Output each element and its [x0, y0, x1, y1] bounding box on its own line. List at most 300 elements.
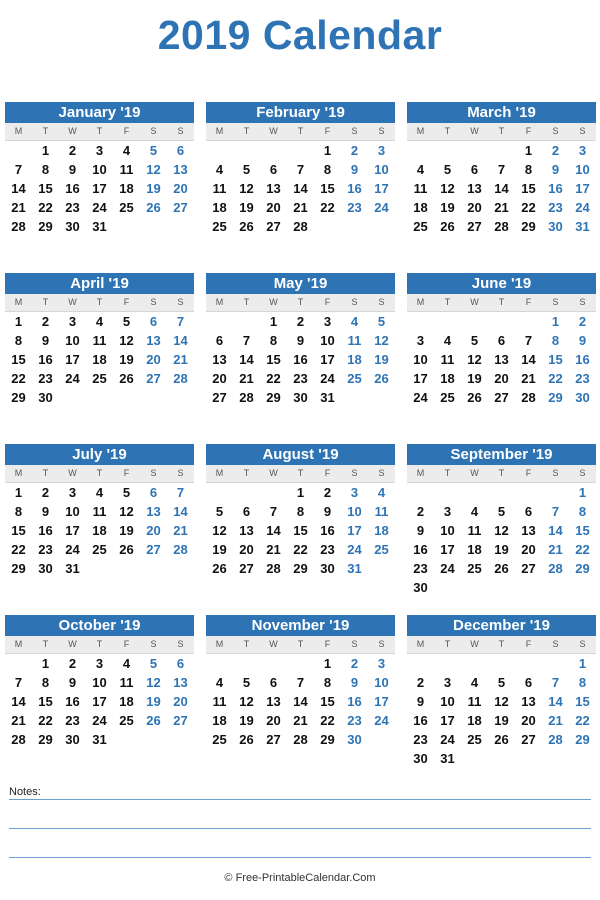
day-cell[interactable]: 21	[173, 352, 188, 367]
day-cell[interactable]: 24	[374, 713, 389, 728]
day-cell[interactable]: 30	[575, 390, 590, 405]
day-cell[interactable]: 9	[41, 333, 50, 348]
day-cell[interactable]: 24	[65, 542, 80, 557]
day-cell[interactable]: 16	[320, 523, 335, 538]
day-cell[interactable]: 16	[413, 713, 428, 728]
day-cell[interactable]: 8	[578, 504, 587, 519]
day-cell[interactable]: 8	[323, 162, 332, 177]
day-cell[interactable]: 13	[239, 523, 254, 538]
day-cell[interactable]: 4	[416, 162, 425, 177]
day-cell[interactable]: 7	[269, 504, 278, 519]
day-cell[interactable]: 20	[266, 713, 281, 728]
day-cell[interactable]: 30	[38, 561, 53, 576]
day-cell[interactable]: 21	[266, 542, 281, 557]
day-cell[interactable]: 12	[374, 333, 389, 348]
day-cell[interactable]: 18	[440, 371, 455, 386]
day-cell[interactable]: 23	[413, 561, 428, 576]
day-cell[interactable]: 17	[575, 181, 590, 196]
day-cell[interactable]: 10	[413, 352, 428, 367]
day-cell[interactable]: 21	[293, 200, 308, 215]
day-cell[interactable]: 14	[293, 694, 308, 709]
day-cell[interactable]: 14	[548, 694, 563, 709]
day-cell[interactable]: 24	[413, 390, 428, 405]
day-cell[interactable]: 10	[92, 162, 107, 177]
day-cell[interactable]: 19	[374, 352, 389, 367]
day-cell[interactable]: 28	[11, 732, 26, 747]
day-cell[interactable]: 25	[467, 561, 482, 576]
day-cell[interactable]: 29	[11, 561, 26, 576]
day-cell[interactable]: 6	[497, 333, 506, 348]
day-cell[interactable]: 28	[548, 561, 563, 576]
day-cell[interactable]: 24	[374, 200, 389, 215]
day-cell[interactable]: 17	[440, 713, 455, 728]
day-cell[interactable]: 22	[548, 371, 563, 386]
day-cell[interactable]: 19	[440, 200, 455, 215]
day-cell[interactable]: 18	[119, 181, 134, 196]
day-cell[interactable]: 16	[548, 181, 563, 196]
day-cell[interactable]: 23	[347, 713, 362, 728]
day-cell[interactable]: 10	[65, 333, 80, 348]
day-cell[interactable]: 20	[146, 523, 161, 538]
day-cell[interactable]: 10	[374, 675, 389, 690]
day-cell[interactable]: 28	[266, 561, 281, 576]
day-cell[interactable]: 5	[470, 333, 479, 348]
day-cell[interactable]: 21	[11, 713, 26, 728]
day-cell[interactable]: 23	[575, 371, 590, 386]
day-cell[interactable]: 26	[146, 713, 161, 728]
day-cell[interactable]: 28	[11, 219, 26, 234]
day-cell[interactable]: 25	[212, 732, 227, 747]
day-cell[interactable]: 20	[173, 181, 188, 196]
day-cell[interactable]: 14	[239, 352, 254, 367]
day-cell[interactable]: 6	[269, 162, 278, 177]
day-cell[interactable]: 2	[68, 656, 77, 671]
day-cell[interactable]: 16	[38, 523, 53, 538]
day-cell[interactable]: 18	[413, 200, 428, 215]
day-cell[interactable]: 5	[497, 675, 506, 690]
day-cell[interactable]: 1	[551, 314, 560, 329]
day-cell[interactable]: 11	[92, 504, 107, 519]
day-cell[interactable]: 11	[467, 694, 482, 709]
day-cell[interactable]: 25	[467, 732, 482, 747]
day-cell[interactable]: 28	[548, 732, 563, 747]
day-cell[interactable]: 21	[293, 713, 308, 728]
day-cell[interactable]: 26	[119, 542, 134, 557]
day-cell[interactable]: 17	[92, 694, 107, 709]
day-cell[interactable]: 22	[320, 713, 335, 728]
day-cell[interactable]: 18	[92, 352, 107, 367]
day-cell[interactable]: 2	[416, 675, 425, 690]
note-line[interactable]	[9, 857, 591, 858]
day-cell[interactable]: 8	[41, 162, 50, 177]
day-cell[interactable]: 3	[416, 333, 425, 348]
day-cell[interactable]: 5	[242, 675, 251, 690]
day-cell[interactable]: 23	[38, 371, 53, 386]
day-cell[interactable]: 20	[239, 542, 254, 557]
day-cell[interactable]: 24	[440, 561, 455, 576]
day-cell[interactable]: 17	[374, 694, 389, 709]
day-cell[interactable]: 25	[413, 219, 428, 234]
day-cell[interactable]: 7	[14, 675, 23, 690]
day-cell[interactable]: 30	[293, 390, 308, 405]
day-cell[interactable]: 2	[578, 314, 587, 329]
day-cell[interactable]: 3	[377, 656, 386, 671]
day-cell[interactable]: 10	[92, 675, 107, 690]
day-cell[interactable]: 11	[374, 504, 389, 519]
day-cell[interactable]: 9	[551, 162, 560, 177]
day-cell[interactable]: 30	[320, 561, 335, 576]
day-cell[interactable]: 20	[494, 371, 509, 386]
day-cell[interactable]: 4	[470, 504, 479, 519]
day-cell[interactable]: 6	[524, 504, 533, 519]
day-cell[interactable]: 3	[350, 485, 359, 500]
day-cell[interactable]: 16	[575, 352, 590, 367]
day-cell[interactable]: 26	[146, 200, 161, 215]
day-cell[interactable]: 1	[14, 314, 23, 329]
day-cell[interactable]: 25	[92, 542, 107, 557]
day-cell[interactable]: 3	[377, 143, 386, 158]
day-cell[interactable]: 25	[119, 200, 134, 215]
day-cell[interactable]: 18	[92, 523, 107, 538]
day-cell[interactable]: 16	[347, 694, 362, 709]
day-cell[interactable]: 18	[119, 694, 134, 709]
day-cell[interactable]: 29	[266, 390, 281, 405]
day-cell[interactable]: 16	[65, 694, 80, 709]
day-cell[interactable]: 27	[494, 390, 509, 405]
day-cell[interactable]: 1	[269, 314, 278, 329]
day-cell[interactable]: 21	[11, 200, 26, 215]
day-cell[interactable]: 13	[173, 675, 188, 690]
day-cell[interactable]: 27	[173, 713, 188, 728]
day-cell[interactable]: 29	[575, 732, 590, 747]
day-cell[interactable]: 25	[347, 371, 362, 386]
day-cell[interactable]: 9	[68, 162, 77, 177]
day-cell[interactable]: 30	[347, 732, 362, 747]
day-cell[interactable]: 20	[146, 352, 161, 367]
day-cell[interactable]: 14	[173, 504, 188, 519]
day-cell[interactable]: 17	[347, 523, 362, 538]
day-cell[interactable]: 9	[296, 333, 305, 348]
day-cell[interactable]: 27	[266, 219, 281, 234]
day-cell[interactable]: 11	[413, 181, 428, 196]
day-cell[interactable]: 23	[38, 542, 53, 557]
day-cell[interactable]: 31	[347, 561, 362, 576]
day-cell[interactable]: 30	[65, 219, 80, 234]
day-cell[interactable]: 10	[440, 694, 455, 709]
day-cell[interactable]: 21	[548, 542, 563, 557]
day-cell[interactable]: 27	[521, 561, 536, 576]
day-cell[interactable]: 21	[521, 371, 536, 386]
day-cell[interactable]: 14	[11, 181, 26, 196]
day-cell[interactable]: 9	[416, 694, 425, 709]
day-cell[interactable]: 25	[440, 390, 455, 405]
day-cell[interactable]: 21	[548, 713, 563, 728]
day-cell[interactable]: 24	[320, 371, 335, 386]
day-cell[interactable]: 13	[146, 333, 161, 348]
day-cell[interactable]: 18	[212, 713, 227, 728]
day-cell[interactable]: 8	[551, 333, 560, 348]
day-cell[interactable]: 2	[68, 143, 77, 158]
day-cell[interactable]: 14	[11, 694, 26, 709]
day-cell[interactable]: 19	[119, 352, 134, 367]
day-cell[interactable]: 20	[521, 542, 536, 557]
day-cell[interactable]: 14	[173, 333, 188, 348]
day-cell[interactable]: 2	[416, 504, 425, 519]
day-cell[interactable]: 16	[38, 352, 53, 367]
day-cell[interactable]: 14	[494, 181, 509, 196]
day-cell[interactable]: 23	[293, 371, 308, 386]
day-cell[interactable]: 27	[266, 732, 281, 747]
day-cell[interactable]: 3	[68, 485, 77, 500]
day-cell[interactable]: 22	[11, 542, 26, 557]
day-cell[interactable]: 1	[41, 656, 50, 671]
day-cell[interactable]: 10	[320, 333, 335, 348]
day-cell[interactable]: 12	[467, 352, 482, 367]
day-cell[interactable]: 10	[575, 162, 590, 177]
day-cell[interactable]: 13	[146, 504, 161, 519]
day-cell[interactable]: 15	[11, 523, 26, 538]
day-cell[interactable]: 7	[524, 333, 533, 348]
day-cell[interactable]: 24	[440, 732, 455, 747]
day-cell[interactable]: 12	[494, 523, 509, 538]
day-cell[interactable]: 29	[293, 561, 308, 576]
day-cell[interactable]: 12	[494, 694, 509, 709]
day-cell[interactable]: 5	[122, 314, 131, 329]
day-cell[interactable]: 5	[149, 656, 158, 671]
day-cell[interactable]: 11	[440, 352, 455, 367]
day-cell[interactable]: 20	[266, 200, 281, 215]
day-cell[interactable]: 25	[212, 219, 227, 234]
day-cell[interactable]: 15	[575, 523, 590, 538]
day-cell[interactable]: 6	[470, 162, 479, 177]
day-cell[interactable]: 26	[239, 732, 254, 747]
day-cell[interactable]: 8	[269, 333, 278, 348]
note-line[interactable]	[9, 799, 591, 800]
day-cell[interactable]: 20	[521, 713, 536, 728]
day-cell[interactable]: 17	[374, 181, 389, 196]
day-cell[interactable]: 1	[296, 485, 305, 500]
day-cell[interactable]: 29	[38, 732, 53, 747]
day-cell[interactable]: 3	[323, 314, 332, 329]
day-cell[interactable]: 31	[440, 751, 455, 766]
day-cell[interactable]: 28	[239, 390, 254, 405]
day-cell[interactable]: 18	[347, 352, 362, 367]
day-cell[interactable]: 2	[41, 314, 50, 329]
day-cell[interactable]: 11	[212, 694, 227, 709]
day-cell[interactable]: 19	[494, 542, 509, 557]
day-cell[interactable]: 22	[266, 371, 281, 386]
day-cell[interactable]: 8	[323, 675, 332, 690]
day-cell[interactable]: 22	[38, 200, 53, 215]
day-cell[interactable]: 29	[548, 390, 563, 405]
day-cell[interactable]: 24	[347, 542, 362, 557]
day-cell[interactable]: 13	[521, 523, 536, 538]
day-cell[interactable]: 7	[14, 162, 23, 177]
day-cell[interactable]: 1	[578, 656, 587, 671]
day-cell[interactable]: 7	[551, 675, 560, 690]
day-cell[interactable]: 3	[443, 504, 452, 519]
day-cell[interactable]: 19	[467, 371, 482, 386]
day-cell[interactable]: 28	[173, 371, 188, 386]
day-cell[interactable]: 17	[92, 181, 107, 196]
day-cell[interactable]: 7	[497, 162, 506, 177]
day-cell[interactable]: 15	[320, 181, 335, 196]
day-cell[interactable]: 2	[323, 485, 332, 500]
day-cell[interactable]: 23	[413, 732, 428, 747]
day-cell[interactable]: 31	[575, 219, 590, 234]
day-cell[interactable]: 10	[347, 504, 362, 519]
day-cell[interactable]: 5	[149, 143, 158, 158]
day-cell[interactable]: 3	[95, 656, 104, 671]
day-cell[interactable]: 30	[38, 390, 53, 405]
day-cell[interactable]: 29	[320, 732, 335, 747]
day-cell[interactable]: 12	[239, 181, 254, 196]
day-cell[interactable]: 8	[296, 504, 305, 519]
day-cell[interactable]: 9	[350, 162, 359, 177]
day-cell[interactable]: 13	[266, 694, 281, 709]
day-cell[interactable]: 3	[95, 143, 104, 158]
day-cell[interactable]: 12	[239, 694, 254, 709]
day-cell[interactable]: 25	[92, 371, 107, 386]
day-cell[interactable]: 22	[38, 713, 53, 728]
day-cell[interactable]: 24	[65, 371, 80, 386]
day-cell[interactable]: 15	[38, 694, 53, 709]
day-cell[interactable]: 6	[176, 143, 185, 158]
day-cell[interactable]: 6	[242, 504, 251, 519]
day-cell[interactable]: 18	[212, 200, 227, 215]
day-cell[interactable]: 7	[176, 485, 185, 500]
day-cell[interactable]: 7	[176, 314, 185, 329]
day-cell[interactable]: 13	[467, 181, 482, 196]
day-cell[interactable]: 7	[551, 504, 560, 519]
day-cell[interactable]: 8	[578, 675, 587, 690]
day-cell[interactable]: 30	[548, 219, 563, 234]
day-cell[interactable]: 4	[470, 675, 479, 690]
day-cell[interactable]: 18	[467, 542, 482, 557]
day-cell[interactable]: 27	[146, 371, 161, 386]
day-cell[interactable]: 20	[467, 200, 482, 215]
day-cell[interactable]: 20	[173, 694, 188, 709]
day-cell[interactable]: 14	[521, 352, 536, 367]
day-cell[interactable]: 5	[497, 504, 506, 519]
day-cell[interactable]: 27	[173, 200, 188, 215]
day-cell[interactable]: 6	[176, 656, 185, 671]
day-cell[interactable]: 25	[119, 713, 134, 728]
day-cell[interactable]: 14	[293, 181, 308, 196]
day-cell[interactable]: 26	[467, 390, 482, 405]
day-cell[interactable]: 4	[443, 333, 452, 348]
day-cell[interactable]: 26	[212, 561, 227, 576]
day-cell[interactable]: 27	[212, 390, 227, 405]
day-cell[interactable]: 1	[41, 143, 50, 158]
day-cell[interactable]: 18	[467, 713, 482, 728]
day-cell[interactable]: 15	[575, 694, 590, 709]
day-cell[interactable]: 24	[92, 200, 107, 215]
day-cell[interactable]: 21	[239, 371, 254, 386]
day-cell[interactable]: 5	[122, 485, 131, 500]
day-cell[interactable]: 19	[239, 200, 254, 215]
day-cell[interactable]: 20	[212, 371, 227, 386]
day-cell[interactable]: 28	[173, 542, 188, 557]
day-cell[interactable]: 23	[65, 713, 80, 728]
day-cell[interactable]: 6	[524, 675, 533, 690]
note-line[interactable]	[9, 828, 591, 829]
day-cell[interactable]: 2	[350, 143, 359, 158]
day-cell[interactable]: 24	[92, 713, 107, 728]
day-cell[interactable]: 8	[14, 504, 23, 519]
day-cell[interactable]: 4	[95, 485, 104, 500]
day-cell[interactable]: 1	[524, 143, 533, 158]
day-cell[interactable]: 8	[41, 675, 50, 690]
day-cell[interactable]: 17	[440, 542, 455, 557]
day-cell[interactable]: 29	[521, 219, 536, 234]
day-cell[interactable]: 22	[521, 200, 536, 215]
day-cell[interactable]: 18	[374, 523, 389, 538]
day-cell[interactable]: 12	[146, 162, 161, 177]
day-cell[interactable]: 5	[377, 314, 386, 329]
day-cell[interactable]: 26	[119, 371, 134, 386]
day-cell[interactable]: 19	[119, 523, 134, 538]
day-cell[interactable]: 4	[350, 314, 359, 329]
day-cell[interactable]: 13	[266, 181, 281, 196]
day-cell[interactable]: 5	[215, 504, 224, 519]
day-cell[interactable]: 19	[146, 694, 161, 709]
day-cell[interactable]: 9	[578, 333, 587, 348]
day-cell[interactable]: 31	[92, 219, 107, 234]
day-cell[interactable]: 9	[41, 504, 50, 519]
day-cell[interactable]: 9	[416, 523, 425, 538]
day-cell[interactable]: 27	[521, 732, 536, 747]
day-cell[interactable]: 9	[350, 675, 359, 690]
day-cell[interactable]: 12	[119, 504, 134, 519]
day-cell[interactable]: 4	[95, 314, 104, 329]
day-cell[interactable]: 13	[494, 352, 509, 367]
day-cell[interactable]: 3	[68, 314, 77, 329]
day-cell[interactable]: 6	[149, 485, 158, 500]
day-cell[interactable]: 19	[494, 713, 509, 728]
day-cell[interactable]: 30	[413, 580, 428, 595]
day-cell[interactable]: 2	[41, 485, 50, 500]
day-cell[interactable]: 23	[65, 200, 80, 215]
day-cell[interactable]: 29	[38, 219, 53, 234]
day-cell[interactable]: 22	[11, 371, 26, 386]
day-cell[interactable]: 7	[296, 162, 305, 177]
day-cell[interactable]: 13	[521, 694, 536, 709]
day-cell[interactable]: 19	[212, 542, 227, 557]
day-cell[interactable]: 2	[296, 314, 305, 329]
day-cell[interactable]: 3	[443, 675, 452, 690]
day-cell[interactable]: 15	[11, 352, 26, 367]
day-cell[interactable]: 4	[377, 485, 386, 500]
day-cell[interactable]: 2	[350, 656, 359, 671]
day-cell[interactable]: 30	[413, 751, 428, 766]
day-cell[interactable]: 6	[215, 333, 224, 348]
day-cell[interactable]: 22	[575, 713, 590, 728]
day-cell[interactable]: 28	[293, 219, 308, 234]
day-cell[interactable]: 6	[269, 675, 278, 690]
day-cell[interactable]: 11	[119, 675, 134, 690]
day-cell[interactable]: 4	[215, 675, 224, 690]
day-cell[interactable]: 15	[548, 352, 563, 367]
day-cell[interactable]: 17	[65, 352, 80, 367]
day-cell[interactable]: 31	[320, 390, 335, 405]
day-cell[interactable]: 28	[521, 390, 536, 405]
day-cell[interactable]: 5	[443, 162, 452, 177]
day-cell[interactable]: 25	[374, 542, 389, 557]
day-cell[interactable]: 11	[467, 523, 482, 538]
day-cell[interactable]: 9	[68, 675, 77, 690]
day-cell[interactable]: 8	[524, 162, 533, 177]
